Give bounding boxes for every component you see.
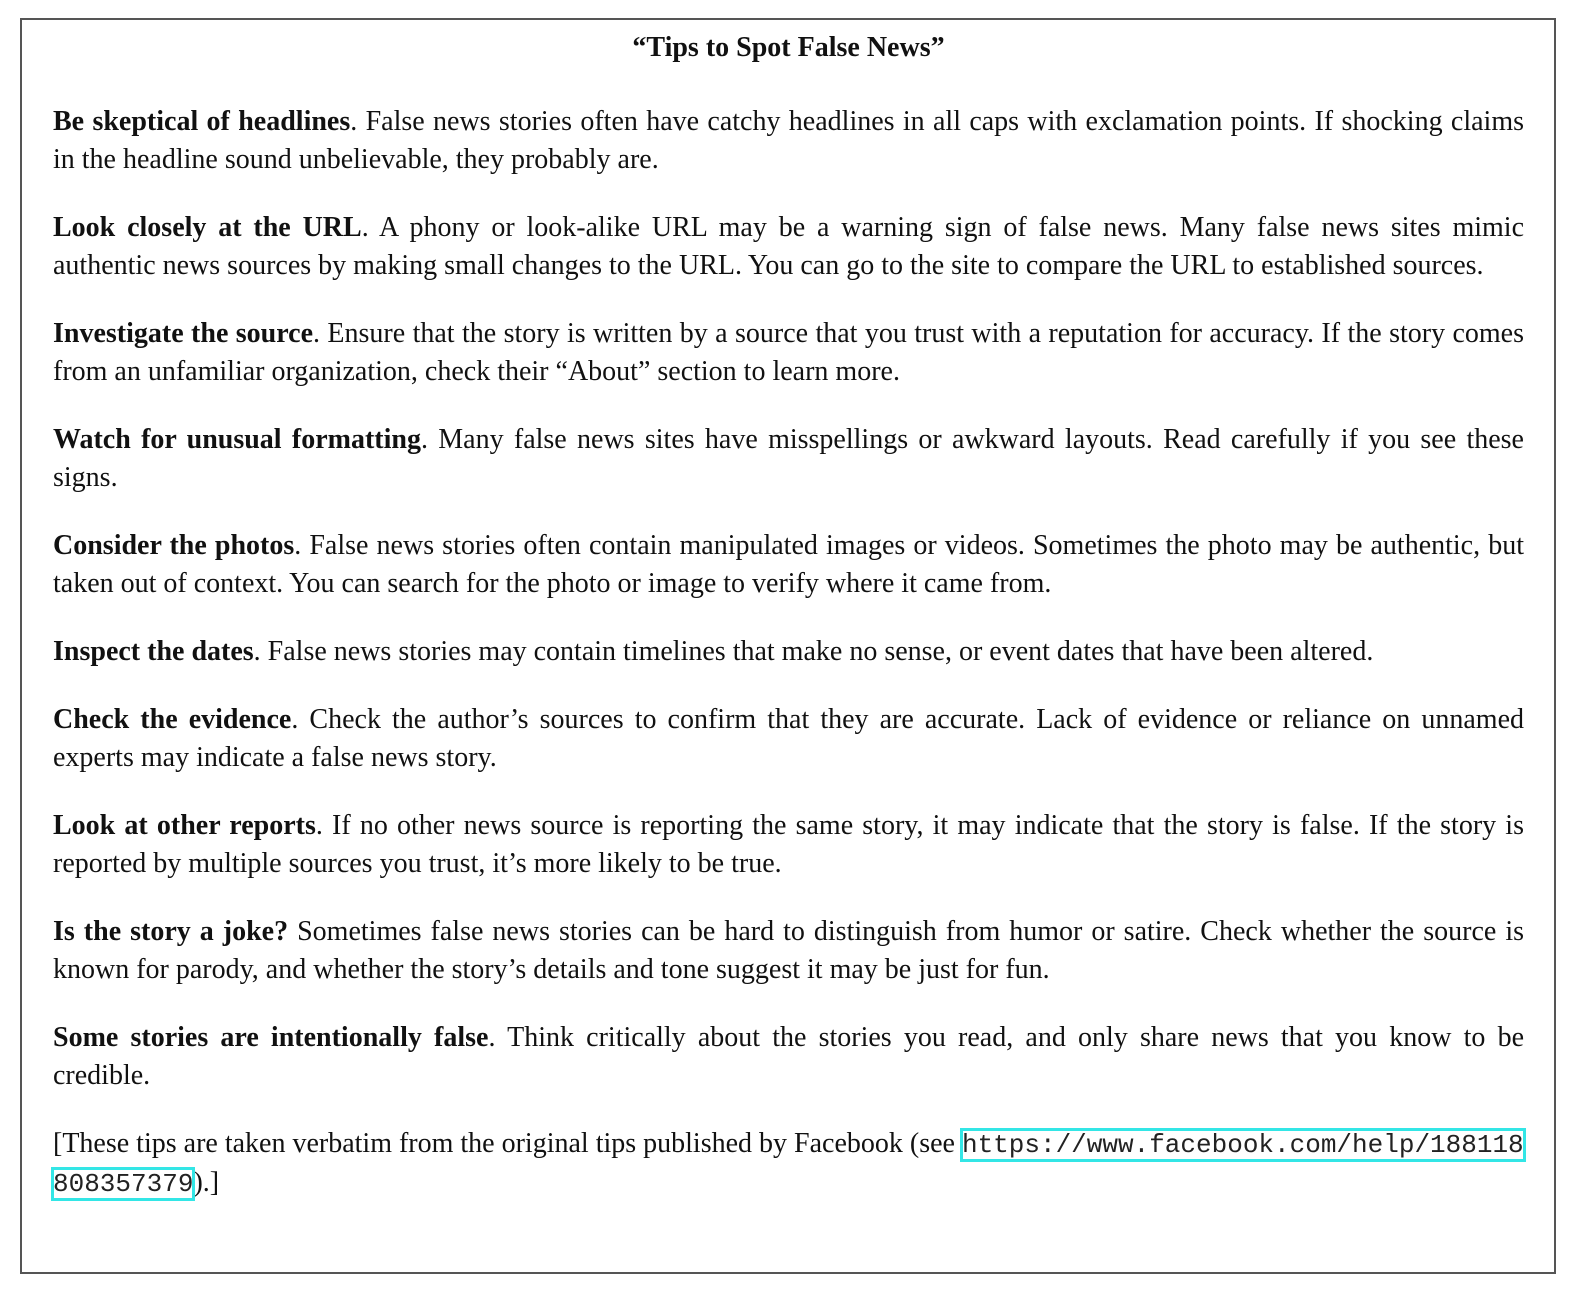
tip-punct: . xyxy=(313,318,321,349)
tip-consider-photos xyxy=(53,527,1524,603)
source-note-suffix: ).] xyxy=(193,1167,220,1198)
tip-heading: Watch for unusual formatting xyxy=(53,424,421,455)
tip-look-url xyxy=(53,209,1524,285)
tip-body: False news stories often contain manipulated images or videos. Sometimes the photo may be authentic, but taken out of context. You can search for the photo or image to verify where it came from. xyxy=(53,530,1524,599)
tip-punct: . xyxy=(291,704,299,735)
source-note xyxy=(53,1125,1524,1203)
tip-punct: . xyxy=(361,212,369,243)
tip-unusual-formatting xyxy=(53,421,1524,497)
source-note-prefix: [These tips are taken verbatim from the original tips published by Facebook (see xyxy=(53,1128,962,1159)
tip-punct: . xyxy=(350,106,358,137)
page-title: “Tips to Spot False News” xyxy=(632,32,945,63)
tip-skeptical-headlines xyxy=(53,103,1524,179)
tip-punct: . xyxy=(488,1022,496,1053)
tip-punct: . xyxy=(420,424,428,455)
tip-body: A phony or look-alike URL may be a warning sign of false news. Many false news sites mimic authentic news sources by making small changes to the URL. You can go to the site to compare the URL to established sources. xyxy=(53,212,1524,281)
tip-heading: Consider the photos xyxy=(53,530,295,561)
tip-heading: Inspect the dates xyxy=(53,636,254,667)
tip-heading: Some stories are intentionally false xyxy=(53,1022,489,1053)
tip-inspect-dates xyxy=(53,633,1524,671)
tip-heading: Be skeptical of headlines xyxy=(53,106,351,137)
tip-heading: Check the evidence xyxy=(53,704,292,735)
tip-heading: Look closely at the URL xyxy=(53,212,362,243)
tip-story-joke xyxy=(53,913,1524,989)
tip-body: Ensure that the story is written by a source that you trust with a reputation for accuracy. If the story comes from an unfamiliar organization, check their “About” section to learn more. xyxy=(53,318,1525,387)
tip-check-evidence xyxy=(53,701,1524,777)
tip-body: Many false news sites have misspellings or awkward layouts. Read carefully if you see these signs. xyxy=(53,424,1524,493)
facebook-help-link[interactable]: https://www.facebook.com/help/188118808357379 xyxy=(53,1130,1524,1199)
tip-heading: Look at other reports xyxy=(53,810,316,841)
tip-punct: . xyxy=(315,810,323,841)
tip-body: False news stories may contain timelines that make no sense, or event dates that have been altered. xyxy=(260,636,1374,667)
tip-investigate-source xyxy=(53,315,1524,391)
tip-body: Think critically about the stories you read, and only share news that you know to be credible. xyxy=(53,1022,1524,1091)
tip-other-reports xyxy=(53,807,1524,883)
tip-body: Check the author’s sources to confirm that they are accurate. Lack of evidence or reliance on unnamed experts may indicate a false news story. xyxy=(53,704,1524,773)
tip-punct: . xyxy=(253,636,261,667)
tip-body: False news stories often have catchy headlines in all caps with exclamation points. If shocking claims in the headline sound unbelievable, they probably are. xyxy=(53,106,1524,175)
tip-intentionally-false xyxy=(53,1019,1524,1095)
tip-body: Sometimes false news stories can be hard to distinguish from humor or satire. Check whether the source is known for parody, and whether the story’s details and tone suggest it may be just for fun. xyxy=(53,916,1524,985)
tip-heading: Investigate the source xyxy=(53,318,314,349)
tip-heading: Is the story a joke? xyxy=(53,916,289,947)
tips-box xyxy=(20,18,1556,1274)
tip-punct: . xyxy=(294,530,302,561)
tip-body: If no other news source is reporting the same story, it may indicate that the story is false. If the story is reported by multiple sources you trust, it’s more likely to be true. xyxy=(53,810,1524,879)
